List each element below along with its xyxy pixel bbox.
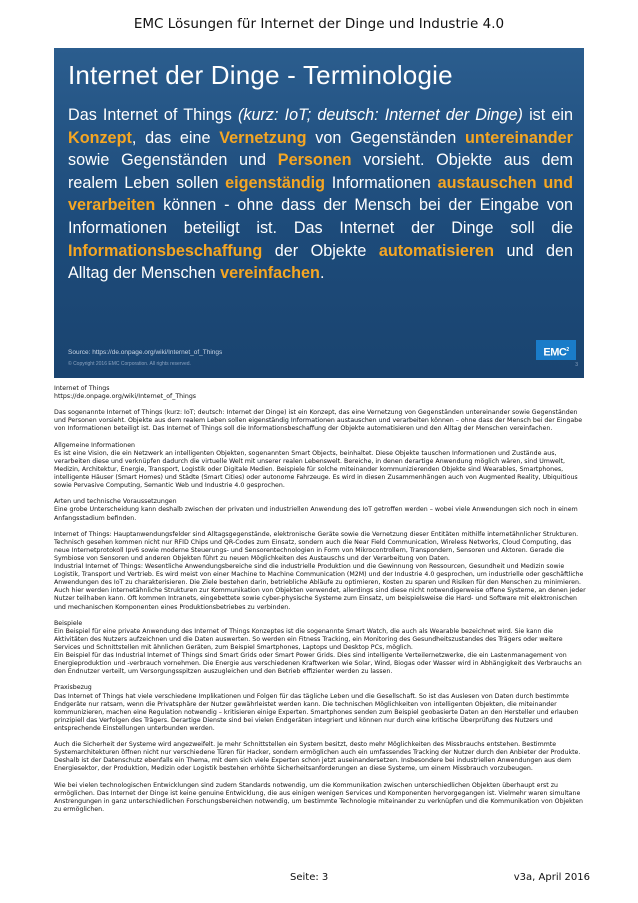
body-paragraph: Allgemeine Informationen Es ist eine Vision, die ein Netzwerk an intelligenten Objekten, sogenannten Smart Objects, beinhaltet. Diese Objekte tauschen Informationen und Zustände aus, verarbeiten diese und verknüpfen dadurch die virtuelle Welt mit unserer realen Lebenswelt. Bereiche, in denen derartige Anwendung möglich wären, sind Umwelt, Medizin, Architektur, Energie, Transport, Logistik oder Digitale Medien. Beispiele für solche miteinander kommunizierenden Objekte sind Wearables, Smartphones, intelligente Häuser (Smart Homes) und Städte (Smart Cities) oder autonome Fahrzeuge. Es wird in diesen Zusammenhängen auch von Augmented Reality, Ubiquitious sowie Pervasive Computing, Semantic Web und Industrie 4.0 gesprochen. bbox=[54, 441, 578, 490]
slide-text-run: sowie Gegenständen und bbox=[68, 151, 278, 170]
slide-title: Internet der Dinge - Terminologie bbox=[68, 60, 453, 90]
document-header-title: EMC Lösungen für Internet der Dinge und Industrie 4.0 bbox=[133, 16, 505, 32]
emc-logo-mark: 2 bbox=[566, 347, 569, 353]
slide-keyword: vereinfachen bbox=[220, 264, 320, 283]
slide-text-run: vorsieht. Objekte aus dem realem Leben sollen bbox=[68, 151, 574, 192]
body-paragraph: Beispiele Ein Beispiel für eine private Anwendung des Internet of Things Konzeptes ist die sogenannte Smart Watch, die auch als Wearable bezeichnet wird. Sie kann die Aktivitäten des Nutzers aufzeichnen und die Daten auswerten. So werden ein Fitness Tracking, ein Monitoring des Gesundheitszustandes des Trägers oder weitere Services und Schnittstellen mit ähnlichen Geräten, zum Beispiel Smartphones, Laptops und Desktop PCs, möglich. Ein Beispiel für das Industrial Internet of Things sind Smart Grids oder Smart Power Grids. Dies sind intelligente Verteilernetzwerke, die ein Lastenmanagement von Energieproduktion und -verbrauch vornehmen. Die Energie aus verschiedenen Kraftwerken wie Solar, Wind, Biogas oder Wasser wird in Abhängigkeit des Verbrauchs an den Endnutzer verteilt, um Versorgungsspitzen auszugleichen und den Betrieb effizienter werden zu lassen. bbox=[54, 619, 582, 676]
footer-page-number: Seite: 3 bbox=[290, 872, 329, 883]
body-paragraph: Internet of Things https://de.onpage.org/wiki/Internet_of_Things bbox=[54, 385, 197, 401]
slide-page-number: 3 bbox=[575, 362, 578, 368]
slide-text-run: Das Internet of Things bbox=[68, 106, 238, 124]
slide-text-run: von Gegenständen bbox=[306, 128, 466, 147]
slide-body-text bbox=[68, 104, 573, 285]
slide-text-run: ist ein bbox=[522, 106, 573, 124]
slide-keyword: eigenständig bbox=[225, 173, 326, 192]
slide-keyword: Personen bbox=[277, 151, 352, 170]
body-paragraph: Arten und technische Voraussetzungen Eine grobe Unterscheidung kann deshalb zwischen der privaten und industriellen Anwendung des IoT getroffen werden – wobei viele Anwendungen sich noch in einem Anfangsstadium befinden. bbox=[54, 498, 578, 522]
slide-source: Source: https://de.onpage.org/wiki/Internet_of_Things bbox=[68, 349, 223, 356]
slide-text-run: und den Alltag der Menschen bbox=[68, 241, 573, 283]
body-paragraph: Das sogenannte Internet of Things (kurz: IoT; deutsch: Internet der Dinge) ist ein Konzept, das eine Vernetzung von Gegenständen untereinander sowie Gegenständen und Personen vorsieht. Objekte aus dem realem Leben sollen eigenständig Informationen austauschen und verarbeiten können – ohne dass der Mensch bei der Eingabe von Informationen beteiligt ist. Das Internet of Things soll die Informationsbeschaffung der Objekte automatisieren und den Alltag der Menschen vereinfachen. bbox=[54, 409, 583, 433]
slide-text-run: der Objekte bbox=[262, 241, 379, 260]
slide-keyword: Konzept bbox=[68, 128, 132, 147]
footer-version: v3a, April 2016 bbox=[513, 872, 590, 883]
slide-text-run: (kurz: IoT; deutsch: Internet der Dinge) bbox=[237, 106, 523, 124]
slide-text-run: , das eine bbox=[131, 128, 220, 147]
document-body bbox=[54, 385, 586, 822]
slide-keyword: Informationsbeschaffung bbox=[68, 241, 263, 260]
slide-image bbox=[54, 48, 584, 378]
slide-text-run: . bbox=[319, 264, 325, 283]
body-paragraph: Wie bei vielen technologischen Entwicklungen sind zudem Standards notwendig, um die Kommunikation zwischen unterschiedlichen Objekten überhaupt erst zu ermöglichen. Das Internet der Dinge ist keine genuine Entwicklung, die aus einigen wenigen Services und Komponenten hervorgegangen ist. Vielmehr waren simultane Anstrengungen in ganz unterschiedlichen Forschungsbereichen notwendig, um bestimmte Technologie miteinander zu verknüpfen und die Kommunikation von Objekten zu ermöglichen. bbox=[54, 781, 584, 813]
slide-keyword: Vernetzung bbox=[219, 128, 307, 147]
slide-copyright: © Copyright 2016 EMC Corporation. All rights reserved. bbox=[68, 361, 191, 367]
slide-text-run: Informationen bbox=[325, 173, 438, 192]
slide-keyword: untereinander bbox=[465, 128, 573, 147]
slide-keyword: automatisieren bbox=[378, 241, 495, 260]
body-paragraph: Internet of Things: Hauptanwendungsfelder sind Alltagsgegenstände, elektronische Geräte sowie die Vernetzung dieser Entitäten mithilfe internetähnlicher Strukturen. Technisch gesehen kommen nicht nur RFID Chips und QR-Codes zum Einsatz, sondern auch die Near Field Communication, Wireless Networks, Cloud Computing, das neue Internetprotokoll Ipv6 sowie moderne Steuerungs- und Sensorentechnologien in Form von Mikrocontrollern, Transpondern, Sensoren und Aktoren. Gerade die Symbiose von Sensoren und anderen Objekten führt zu neuen Möglichkeiten des Austauschs und der Verarbeitung von Daten. Industrial Internet of Things: Wesentliche Anwendungsbereiche sind die industrielle Produktion und die Gewinnung von Ressourcen, Gesundheit und Medizin sowie Logistik, Transport und Vertrieb. Es wird meist von einer Machine to Machine Communication (M2M) und der Industrie 4.0 gesprochen, um industrielle oder geschäftliche Anwendungen des IoT zu charakterisieren. Die Ziele bestehen darin, betriebliche Abläufe zu optimieren, Kosten zu sparen und Risiken für den Menschen zu minimieren. Auch hier werden internetähnliche Strukturen zur Kommunikation von Objekten verwendet, allerdings sind diese nicht notwendigerweise offene Systeme, an denen jeder Nutzer teilhaben kann. Oft kommen Intranets, eingebettete sowie cyber-physische Systeme zum Einsatz, um beispielsweise die Hard- und Software mit elektronischen und mechanischen Komponenten eines Produktionsbetriebes zu verbinden. bbox=[54, 530, 586, 611]
emc-logo bbox=[536, 340, 576, 360]
slide-keyword: austauschen und verarbeiten bbox=[68, 173, 574, 215]
emc-logo-text: EMC bbox=[543, 346, 567, 359]
body-paragraph: Praxisbezug Das Internet of Things hat viele verschiedene Implikationen und Folgen für das tägliche Leben und die Gesellschaft. So ist das Auslesen von Daten durch bestimmte Endgeräte nur ratsam, wenn die Privatsphäre der Nutzer gewährleistet werden kann. Die technischen Möglichkeiten von intelligenten Objekten, die miteinander kommunizieren, machen eine Regulation notwendig – kritisieren einige Experten. Smartphones senden zum Beispiel geobasierte Daten an den Hersteller und erlauben prinzipiell das Verfolgen des Trägers. Derartige Dienste sind bei vielen Endgeräten integriert und können nur durch eine kritische Überprüfung des Nutzers und entsprechende Einstellungen unterbunden werden. bbox=[54, 684, 579, 732]
slide-text-run: können - ohne dass der Mensch bei der Eingabe von Informationen beteiligt ist. Das Internet der Dinge soll die bbox=[68, 196, 573, 237]
body-paragraph: Auch die Sicherheit der Systeme wird angezweifelt. Je mehr Schnittstellen ein System besitzt, desto mehr Möglichkeiten des Missbrauchs entstehen. Bestimmte Systemarchitekturen öffnen nicht nur verschiedene Türen für Hacker, sondern ermöglichen auch ein umfassendes Tracking der Nutzer durch den Anbieter der Produkte. Deshalb ist der Datenschutz ebenfalls ein Thema, mit dem sich viele Experten schon jetzt auseinandersetzen. Insbesondere bei industriellen Anwendungen aus dem Energiesektor, der Produktion, Medizin oder Logistik bestehen erhöhte Sicherheitsanforderungen an diese Systeme, um einem Missbrauch vorzubeugen. bbox=[54, 741, 581, 773]
